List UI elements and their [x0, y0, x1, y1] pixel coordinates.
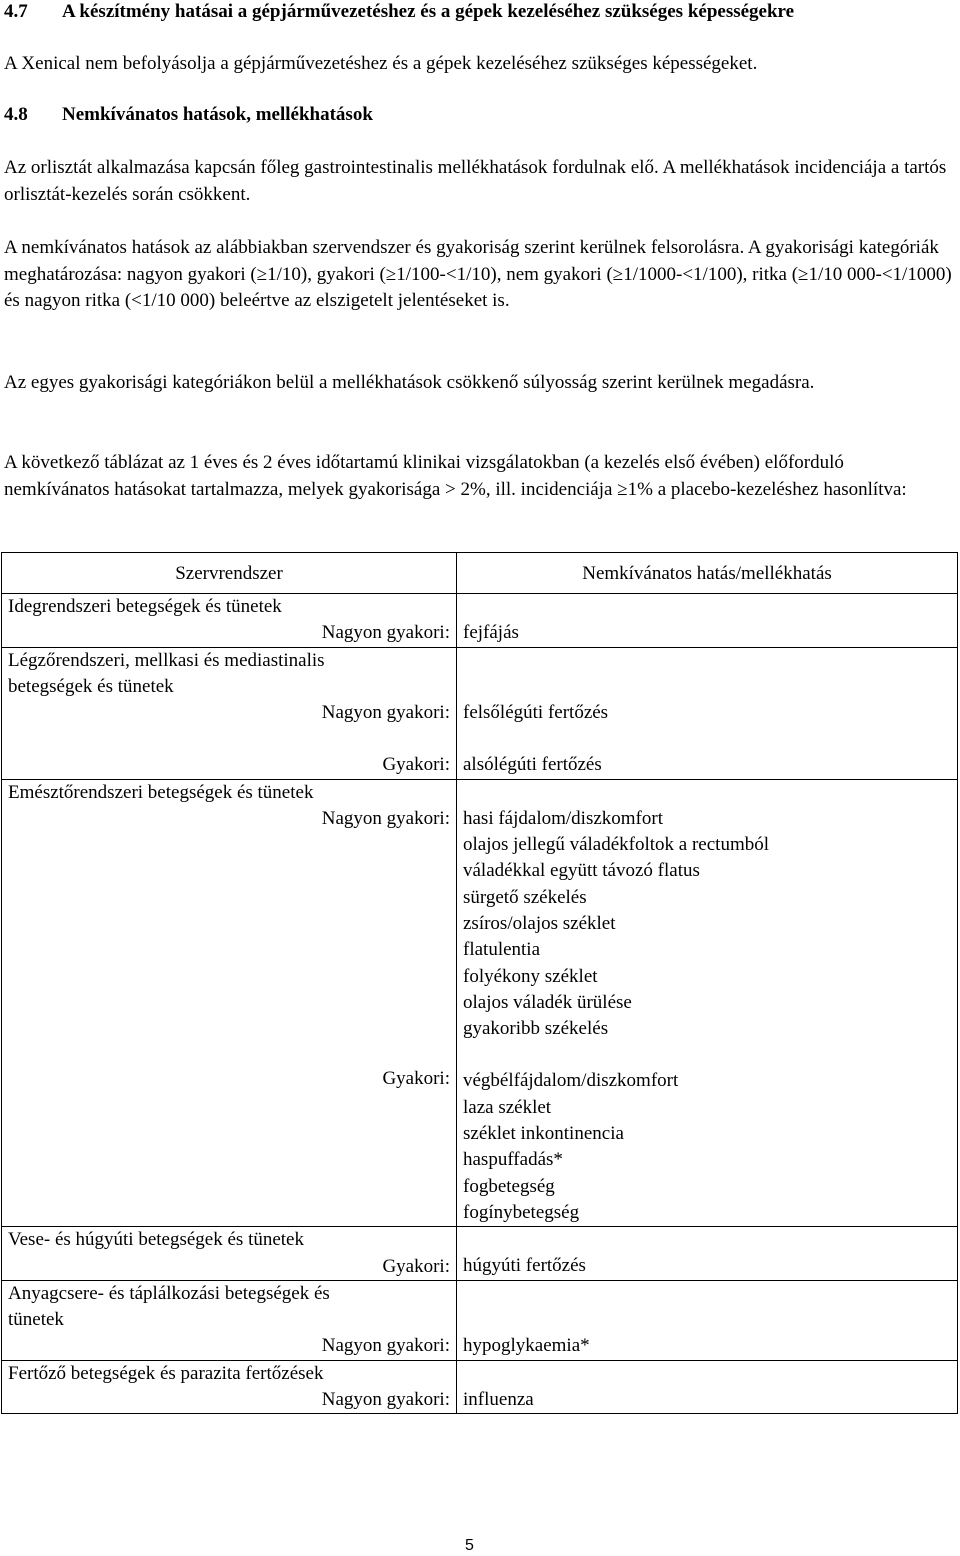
header-system: Szervrendszer: [2, 553, 457, 594]
effect-cell: [457, 594, 958, 648]
system-cell: [2, 779, 457, 1226]
paragraph-driving: A Xenical nem befolyásolja a gépjárművezetéshez és a gépek kezeléséhez szükséges képességeket.: [4, 53, 758, 74]
effect-item: végbélfájdalom/diszkomfort: [463, 1070, 679, 1092]
effect-cell: [457, 1280, 958, 1360]
system-name: Fertőző betegségek és parazita fertőzések: [8, 1362, 324, 1384]
system-name: Légzőrendszeri, mellkasi és mediastinalis: [8, 649, 325, 671]
effect-item: haspuffadás*: [463, 1149, 563, 1171]
effect-item: zsíros/olajos széklet: [463, 912, 616, 934]
frequency-label: Gyakori:: [382, 1068, 450, 1090]
section-heading-4-8: [4, 104, 373, 126]
effect-item: húgyúti fertőzés: [463, 1255, 586, 1277]
system-name: Vese- és húgyúti betegségek és tünetek: [8, 1229, 304, 1251]
section-title: Nemkívánatos hatások, mellékhatások: [62, 104, 373, 125]
system-cell: [2, 1280, 457, 1360]
effect-item: olajos váladék ürülése: [463, 991, 632, 1013]
paragraph-intro: Az orlisztát alkalmazása kapcsán főleg gastrointestinalis mellékhatások fordulnak elő. A mellékhatások incidenciája a tartós orlisztát-kezelés során csökkent.: [4, 157, 947, 205]
frequency-label: Nagyon gyakori:: [321, 622, 450, 644]
system-cell: [2, 1360, 457, 1414]
table-row: [2, 1280, 958, 1360]
header-effect: Nemkívánatos hatás/mellékhatás: [457, 553, 958, 594]
page-number: 5: [465, 1537, 474, 1554]
effect-cell: [457, 1360, 958, 1414]
effect-item: alsólégúti fertőzés: [463, 753, 602, 775]
system-cell: [2, 647, 457, 779]
frequency-label: Gyakori:: [382, 1255, 450, 1277]
effect-item: influenza: [463, 1388, 534, 1410]
frequency-label: Gyakori:: [382, 754, 450, 776]
effect-item: fogbetegség: [463, 1175, 555, 1197]
table-header-row: [2, 553, 958, 594]
effect-item: váladékkal együtt távozó flatus: [463, 860, 700, 882]
table-row: [2, 647, 958, 779]
paragraph-frequency-definitions: A nemkívánatos hatások az alábbiakban szervendszer és gyakoriság szerint kerülnek felsorolásra. A gyakorisági kategóriák meghatározása: nagyon gyakori (≥1/10), gyakori (≥1/100-<1/10), nem gyakori (≥1/1000-<1/100), ritka (≥1/10 000-<1/1000) és nagyon ritka (<1/10 000) beleértve az elszigetelt jelentéseket is.: [4, 237, 952, 311]
system-cell: [2, 594, 457, 648]
system-cell: [2, 1227, 457, 1281]
table-row: [2, 1227, 958, 1281]
effect-item: olajos jellegű váladékfoltok a rectumból: [463, 834, 770, 856]
section-number: 4.7: [4, 1, 28, 22]
section-number: 4.8: [4, 104, 28, 125]
section-heading-4-7: [4, 1, 794, 23]
effect-item: hasi fájdalom/diszkomfort: [463, 807, 663, 829]
effect-cell: [457, 647, 958, 779]
table-row: [2, 1360, 958, 1414]
system-name: Anyagcsere- és táplálkozási betegségek és: [8, 1282, 330, 1304]
effect-cell: [457, 779, 958, 1226]
effect-item: folyékony széklet: [463, 965, 598, 987]
table-row: [2, 594, 958, 648]
effect-item: laza széklet: [463, 1096, 552, 1118]
system-name: tünetek: [8, 1309, 64, 1331]
system-name: Emésztőrendszeri betegségek és tünetek: [8, 781, 314, 803]
frequency-label: Nagyon gyakori:: [321, 1389, 450, 1411]
frequency-label: Nagyon gyakori:: [321, 702, 450, 724]
effect-item: széklet inkontinencia: [463, 1123, 624, 1145]
adverse-effects-table: [1, 552, 958, 1414]
effect-item: felsőlégúti fertőzés: [463, 701, 609, 723]
frequency-label: Nagyon gyakori:: [321, 1335, 450, 1357]
system-name: Idegrendszeri betegségek és tünetek: [8, 596, 282, 617]
effect-item: gyakoribb székelés: [463, 1018, 609, 1040]
section-title: A készítmény hatásai a gépjárművezetéshez és a gépek kezeléséhez szükséges képességekre: [62, 1, 795, 22]
effect-item: fogínybetegség: [463, 1201, 580, 1223]
effect-item: fejfájás: [463, 622, 519, 643]
paragraph-table-intro: A következő táblázat az 1 éves és 2 éves időtartamú klinikai vizsgálatokban (a kezelés első évében) előforduló nemkívánatos hatásokat tartalmazza, melyek gyakorisága > 2%, ill. incidenciája ≥1% a placebo-kezeléshez hasonlítva:: [4, 452, 907, 500]
effect-item: hypoglykaemia*: [463, 1334, 590, 1356]
effect-cell: [457, 1227, 958, 1281]
effect-item: flatulentia: [463, 939, 541, 961]
paragraph-severity-order: Az egyes gyakorisági kategóriákon belül a mellékhatások csökkenő súlyosság szerint kerülnek megadásra.: [4, 372, 815, 393]
system-name: betegségek és tünetek: [8, 675, 174, 697]
frequency-label: Nagyon gyakori:: [321, 808, 450, 830]
table-row: [2, 779, 958, 1226]
effect-item: sürgető székelés: [463, 886, 587, 908]
